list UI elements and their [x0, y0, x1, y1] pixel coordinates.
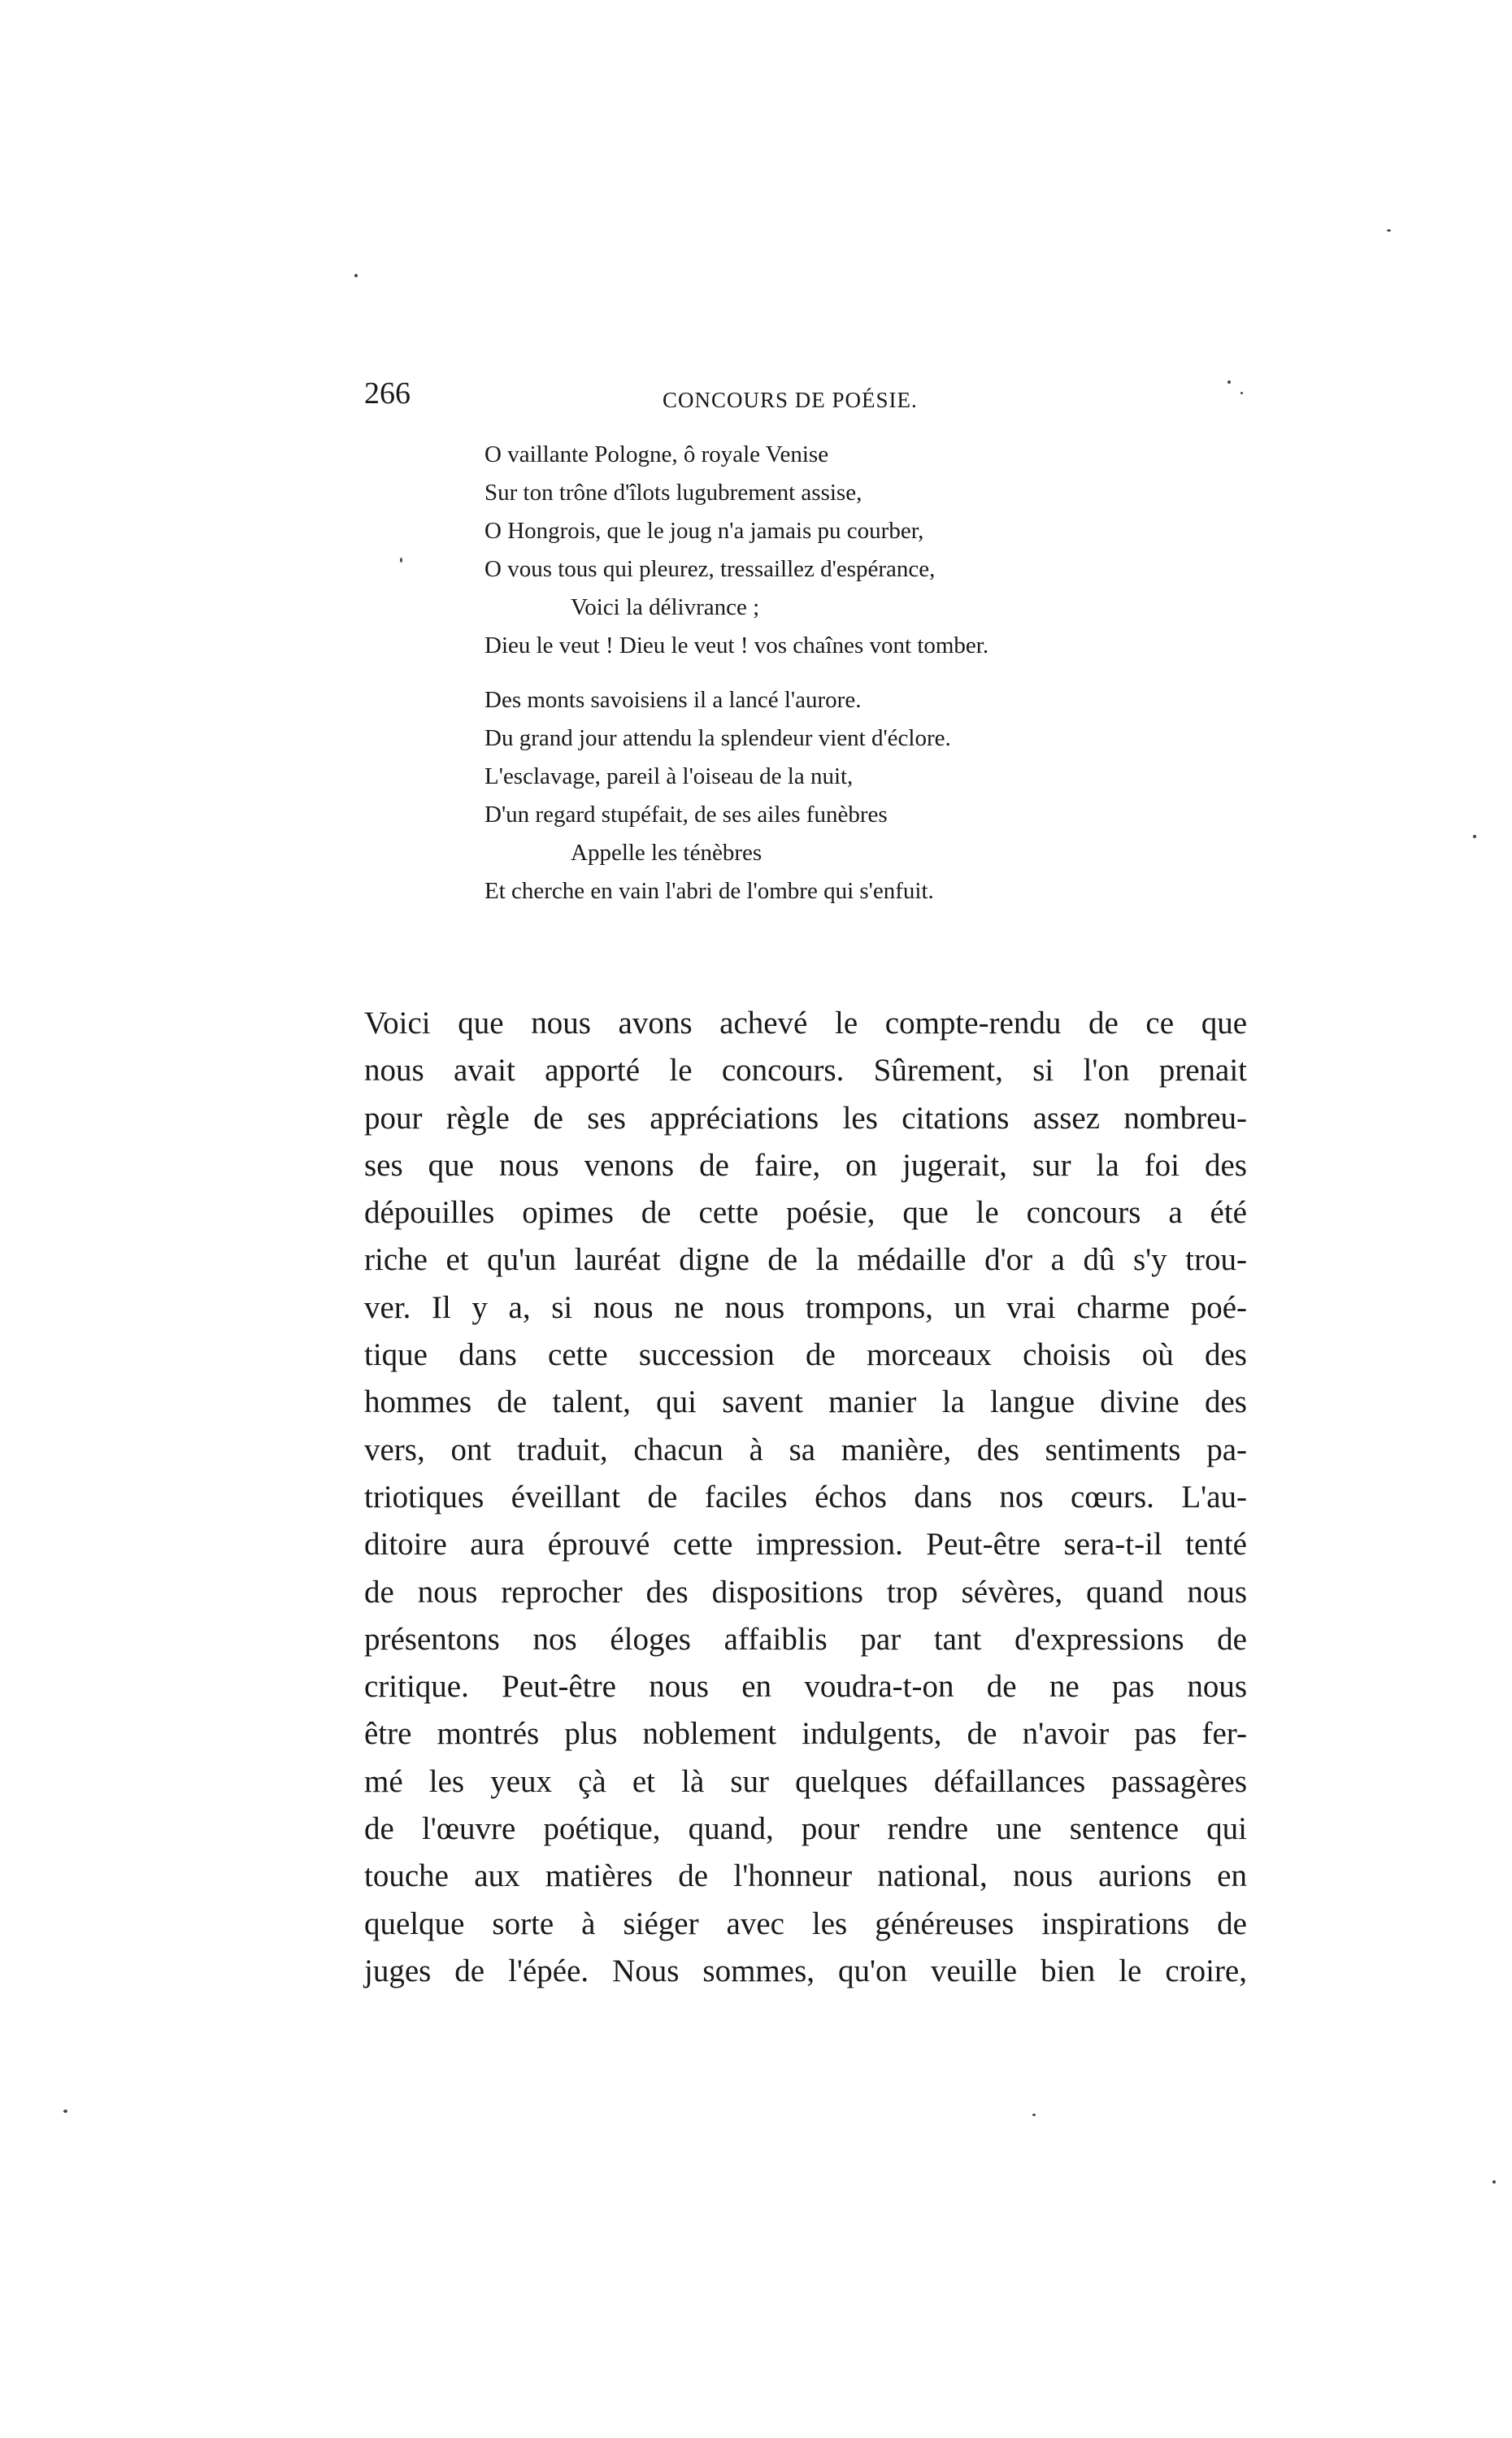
verse-line: Du grand jour attendu la splendeur vient d'éclore.	[484, 725, 951, 751]
verse-line: O vous tous qui pleurez, tressaillez d'espérance,	[484, 556, 936, 582]
page-number: 266	[364, 376, 411, 411]
verse-line: L'esclavage, pareil à l'oiseau de la nuit,	[484, 763, 854, 789]
prose-line: Voici que nous avons achevé le compte-rendu de ce que	[364, 1006, 1247, 1041]
prose-line: pour règle de ses appréciations les citations assez nombreu-	[364, 1100, 1247, 1136]
scan-speck	[1227, 380, 1231, 384]
scan-speck	[63, 2110, 67, 2113]
scan-speck	[400, 558, 402, 563]
prose-line: critique. Peut-être nous en voudra-t-on de ne pas nous	[364, 1669, 1247, 1705]
verse-line: Et cherche en vain l'abri de l'ombre qui s'enfuit.	[484, 878, 934, 904]
prose-line: juges de l'épée. Nous sommes, qu'on veuille bien le croire,	[364, 1953, 1247, 1988]
prose-line: triotiques éveillant de faciles échos dans nos cœurs. L'au-	[364, 1479, 1247, 1515]
prose-line: présentons nos éloges affaiblis par tant d'expressions de	[364, 1621, 1247, 1657]
prose-line: nous avait apporté le concours. Sûrement, si l'on prenait	[364, 1053, 1247, 1089]
prose-line: vers, ont traduit, chacun à sa manière, des sentiments pa-	[364, 1432, 1247, 1467]
prose-line: ditoire aura éprouvé cette impression. Peut-être sera-t-il tenté	[364, 1527, 1247, 1562]
prose-line: ses que nous venons de faire, on jugerait, sur la foi des	[364, 1147, 1247, 1183]
scan-speck	[354, 274, 358, 277]
prose-line: dépouilles opimes de cette poésie, que le concours a été	[364, 1195, 1247, 1231]
poem-stanza-2	[484, 681, 1297, 910]
prose-line: de l'œuvre poétique, quand, pour rendre une sentence qui	[364, 1811, 1247, 1847]
scan-speck	[1473, 835, 1476, 838]
prose-line: ver. Il y a, si nous ne nous trompons, un vrai charme poé-	[364, 1289, 1247, 1325]
verse-line: Dieu le veut ! Dieu le veut ! vos chaînes vont tomber.	[484, 632, 989, 658]
scan-speck	[1387, 229, 1391, 232]
scan-speck	[1492, 2180, 1496, 2184]
prose-line: mé les yeux çà et là sur quelques défaillances passagères	[364, 1763, 1247, 1799]
verse-line: Voici la délivrance ;	[571, 594, 760, 620]
prose-line: tique dans cette succession de morceaux choisis où des	[364, 1337, 1247, 1373]
prose-line: quelque sorte à siéger avec les généreuses inspirations de	[364, 1906, 1247, 1941]
prose-line: de nous reprocher des dispositions trop sévères, quand nous	[364, 1574, 1247, 1610]
scan-speck	[1240, 392, 1243, 394]
verse-line: D'un regard stupéfait, de ses ailes funèbres	[484, 802, 888, 828]
prose-line: touche aux matières de l'honneur national, nous aurions en	[364, 1858, 1247, 1894]
prose-line: riche et qu'un lauréat digne de la médaille d'or a dû s'y trou-	[364, 1242, 1247, 1278]
prose-line: être montrés plus noblement indulgents, de n'avoir pas fer-	[364, 1716, 1247, 1752]
verse-line: Appelle les ténèbres	[571, 840, 763, 866]
verse-line: Sur ton trône d'îlots lugubrement assise,	[484, 480, 862, 506]
verse-line: Des monts savoisiens il a lancé l'aurore.	[484, 687, 862, 713]
scan-speck	[1032, 2114, 1036, 2116]
verse-line: O vaillante Pologne, ô royale Venise	[484, 441, 829, 467]
prose-paragraph	[364, 1000, 1247, 1995]
prose-line: hommes de talent, qui savent manier la langue divine des	[364, 1384, 1247, 1420]
running-title: CONCOURS DE POÉSIE.	[663, 388, 918, 412]
verse-line: O Hongrois, que le joug n'a jamais pu courber,	[484, 518, 924, 544]
poem-stanza-1	[484, 436, 1297, 665]
